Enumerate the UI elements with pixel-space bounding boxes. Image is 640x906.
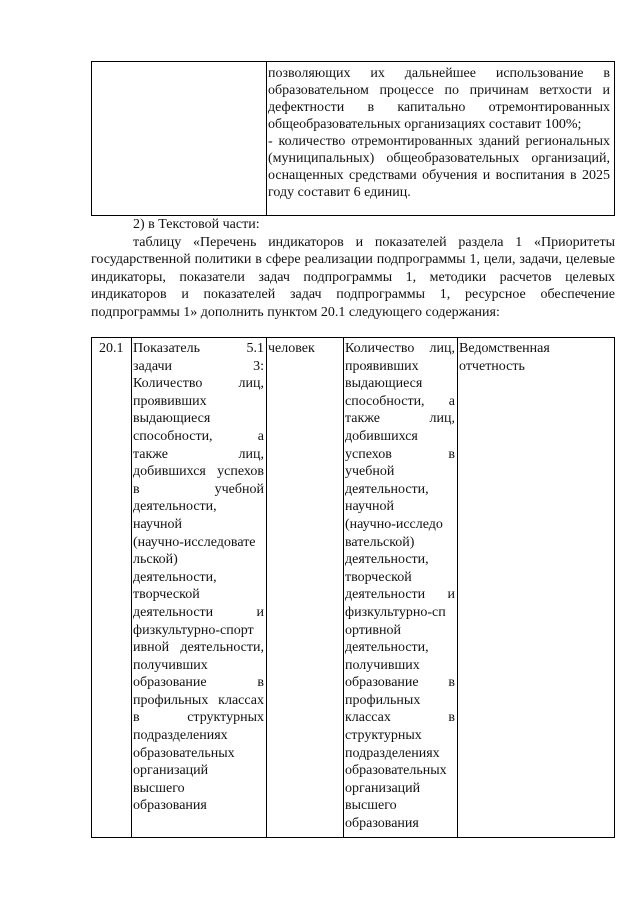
cell-text-line: в структурных — [133, 710, 264, 726]
text-line: средствами обучения и воспитания в 2025 году — [268, 168, 610, 200]
cell-text-line: деятельности, — [345, 640, 429, 656]
cell-text-line: Количество лиц, — [345, 341, 455, 356]
text-line: образовательном процессе по причинам ветхости и — [268, 83, 610, 98]
text-line: составит 6 единиц. — [297, 185, 411, 200]
calculation-method-cell — [345, 340, 455, 833]
text-line: общеобразовательных организаций, оснащенных — [268, 151, 610, 183]
text-line: позволяющих их дальнейшее использование в — [268, 66, 610, 81]
continuation-paragraph-2 — [268, 133, 610, 201]
cell-text-line: физкультурно-спорт — [133, 622, 254, 638]
cell-text-line: образование в — [133, 675, 264, 691]
cell-text-line: высшего — [345, 798, 397, 814]
cell-text-line: льской) — [133, 552, 178, 568]
cell-text-line: отчетность — [459, 358, 525, 374]
cell-text-line: образовательных — [133, 745, 235, 761]
cell-text-line: также лиц, — [345, 411, 455, 427]
text-line: таблицу «Перечень индикаторов и показателей раздела 1 «Приоритеты — [133, 234, 615, 250]
cell-text-line: выдающиеся — [345, 376, 423, 392]
cell-text-line: (научно-исследовате — [133, 534, 256, 550]
cell-text-line: способности, а — [133, 428, 264, 444]
cell-text-line: деятельности, — [133, 569, 217, 585]
text-line: обеспечение подпрограммы 1» дополнить пунктом 20.1 следующего содержания: — [91, 287, 616, 320]
cell-text-line: структурных — [345, 728, 422, 744]
cell-text-line: профильных классах — [133, 692, 264, 708]
table-column-divider — [457, 338, 458, 837]
cell-text-line: научной — [133, 516, 183, 532]
cell-text-line: добившихся успехов — [133, 464, 264, 480]
cell-text-line: Количество лиц, — [133, 376, 264, 392]
cell-text-line: ортивной — [345, 622, 402, 638]
cell-text-line: вательской) — [345, 534, 415, 550]
cell-text-line: физкультурно-сп — [345, 604, 446, 620]
cell-text-line: добившихся — [345, 428, 418, 444]
cell-text-line: задачи 3: — [133, 358, 264, 374]
cell-text-line: проявивших — [345, 358, 419, 374]
text-line: общеобразовательных организациях составит 100%; — [268, 117, 582, 132]
cell-text-line: выдающиеся — [133, 411, 211, 427]
table-column-divider — [131, 338, 132, 837]
cell-text-line: организаций — [345, 780, 421, 796]
cell-text-line: образование в — [345, 675, 455, 691]
cell-text-line: проявивших — [133, 393, 207, 409]
cell-text-line: ивной деятельности, — [133, 640, 264, 656]
section-heading-line: 2) в Текстовой части: — [133, 217, 260, 232]
row-number-cell: 20.1 — [99, 341, 124, 356]
text-line: целевых индикаторов и показателей задач подпрограммы 1, ресурсное — [91, 269, 615, 302]
cell-text-line: деятельности и — [133, 604, 264, 620]
unit-cell: человек — [268, 341, 315, 356]
cell-text-line: высшего — [133, 780, 185, 796]
cell-text-line: получивших — [133, 657, 208, 673]
data-source-cell — [459, 340, 609, 375]
cell-text-line: (научно-исследо — [345, 516, 443, 532]
cell-text-line: Ведомственная — [459, 341, 550, 356]
cell-text-line: деятельности, — [133, 499, 217, 515]
continuation-paragraph-1 — [268, 65, 610, 133]
cell-text-line: творческой — [345, 569, 412, 585]
body-paragraph — [91, 234, 615, 322]
cell-text-line: образовательных — [345, 763, 447, 779]
cell-text-line: деятельности и — [345, 587, 455, 603]
cell-text-line: в учебной — [133, 481, 264, 497]
text-line: региональных (муниципальных) — [268, 134, 610, 166]
body-text — [91, 216, 615, 321]
cell-text-line: способности, а — [345, 393, 455, 409]
cell-text-line: творческой — [133, 587, 200, 603]
continuation-table-text-cell — [268, 65, 610, 201]
cell-text-line: деятельности, — [345, 552, 429, 568]
cell-text-line: образования — [345, 816, 419, 832]
cell-text-line: научной — [345, 499, 395, 515]
text-line: государственной политики в сфере реализации подпрограммы 1, цели, задачи, — [91, 252, 562, 267]
cell-text-line: подразделениях — [345, 745, 440, 761]
cell-text-line: образования — [133, 798, 207, 814]
table-column-divider — [266, 338, 267, 837]
text-line: дефектности в капитально отремонтированных — [268, 100, 610, 115]
indicator-name-cell — [133, 340, 264, 815]
cell-text-line: классах в — [345, 710, 455, 726]
table-column-divider — [266, 62, 267, 215]
cell-text-line: успехов в — [345, 446, 455, 462]
cell-text-line: профильных — [345, 692, 421, 708]
text-line: целевые индикаторы, показатели задач подпрограммы 1, методики расчетов — [91, 252, 616, 285]
cell-text-line: организаций — [133, 763, 209, 779]
table-column-divider — [343, 338, 344, 837]
cell-text-line: деятельности, — [345, 481, 429, 497]
text-line: - количество отремонтированных зданий — [268, 134, 520, 149]
continuation-table — [91, 61, 615, 216]
cell-text-line: Показатель 5.1 — [133, 341, 264, 356]
cell-text-line: подразделениях — [133, 728, 228, 744]
cell-text-line: учебной — [345, 464, 395, 480]
cell-text-line: также лиц, — [133, 446, 264, 462]
cell-text-line: получивших — [345, 657, 420, 673]
indicator-table — [91, 337, 615, 838]
